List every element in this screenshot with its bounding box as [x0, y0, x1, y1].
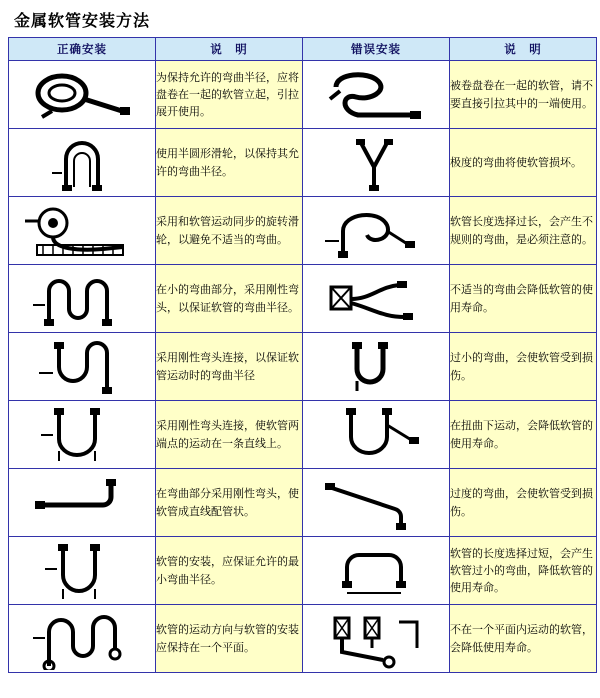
- excessive-bend-icon: [313, 473, 439, 533]
- header-row: [9, 38, 597, 61]
- semicircle-pulley-sketch: [9, 129, 156, 197]
- rotating-pulley-sketch: [9, 197, 156, 265]
- same-plane-motion-icon: [19, 608, 145, 670]
- too-small-bend-icon: [313, 337, 439, 397]
- torsion-bend-icon: [313, 405, 439, 465]
- page-title: 金属软管安装方法: [14, 11, 151, 30]
- out-of-plane-motion-sketch: [303, 605, 450, 673]
- wrong-note-text: 过小的弯曲，会使软管受到损伤。: [450, 333, 597, 401]
- wrong-note-text: 不在一个平面内运动的软管，会降低使用寿命。: [450, 605, 597, 673]
- long-loop-sketch: [303, 197, 450, 265]
- wrong-note-text: 不适当的弯曲会降低软管的使用寿命。: [450, 265, 597, 333]
- tangled-hose-icon: [316, 65, 436, 125]
- table-row: [9, 401, 597, 469]
- tangled-hose-sketch: [303, 61, 450, 129]
- u-shape-straight-ends-icon: [19, 405, 145, 465]
- coiled-hose-icon: [22, 65, 142, 125]
- header-wrong-install: 错误安装: [303, 38, 450, 61]
- wrong-note-text: 过度的弯曲，会使软管受到损伤。: [450, 469, 597, 537]
- correct-note-text: 软管的运动方向与软管的安装应保持在一个平面。: [156, 605, 303, 673]
- overlong-hose-sketch: [303, 537, 450, 605]
- installation-methods-table: [8, 37, 597, 673]
- overlong-hose-icon: [313, 541, 439, 601]
- correct-note-text: 软管的安装，应保证允许的最小弯曲半径。: [156, 537, 303, 605]
- correct-note-text: 为保持允许的弯曲半径，应将盘卷在一起的软管立起，引拉展开使用。: [156, 61, 303, 129]
- wrong-note-text: 软管长度选择过长，会产生不规则的弯曲，是必须注意的。: [450, 197, 597, 265]
- rigid-elbow-connection-sketch: [9, 333, 156, 401]
- rigid-bend-small-radius-icon: [19, 269, 145, 329]
- correct-note-text: 采用刚性弯头连接，使软管两端点的运动在一条直线上。: [156, 401, 303, 469]
- wrong-note-text: 软管的长度选择过短，会产生软管过小的弯曲，降低软管的使用寿命。: [450, 537, 597, 605]
- straight-pipe-elbow-sketch: [9, 469, 156, 537]
- header-correct-note: 说 明: [156, 38, 303, 61]
- table-row: [9, 265, 597, 333]
- table-row: [9, 197, 597, 265]
- table-header: [9, 38, 597, 61]
- table-row: [9, 333, 597, 401]
- rigid-bend-small-radius-sketch: [9, 265, 156, 333]
- minimum-bend-radius-icon: [19, 541, 145, 601]
- table-row: [9, 129, 597, 197]
- semicircle-pulley-icon: [22, 133, 142, 193]
- table-row: [9, 605, 597, 673]
- wrong-note-text: 被卷盘卷在一起的软管，请不要直接引拉其中的一端使用。: [450, 61, 597, 129]
- improper-bend-icon: [313, 269, 439, 329]
- table-row: [9, 469, 597, 537]
- correct-note-text: 采用和软管运动同步的旋转滑轮，以避免不适当的弯曲。: [156, 197, 303, 265]
- header-wrong-note: 说 明: [450, 38, 597, 61]
- correct-note-text: 使用半圆形滑轮，以保持其允许的弯曲半径。: [156, 129, 303, 197]
- rigid-elbow-connection-icon: [19, 337, 145, 397]
- table-row: [9, 61, 597, 129]
- table-body: [9, 61, 597, 673]
- minimum-bend-radius-sketch: [9, 537, 156, 605]
- improper-bend-sketch: [303, 265, 450, 333]
- torsion-bend-sketch: [303, 401, 450, 469]
- correct-note-text: 在弯曲部分采用刚性弯头，使软管成直线配管状。: [156, 469, 303, 537]
- rotating-pulley-icon: [19, 201, 145, 261]
- wrong-note-text: 在扭曲下运动，会降低软管的使用寿命。: [450, 401, 597, 469]
- u-shape-straight-ends-sketch: [9, 401, 156, 469]
- header-correct-install: 正确安装: [9, 38, 156, 61]
- coiled-hose-sketch: [9, 61, 156, 129]
- out-of-plane-motion-icon: [313, 608, 439, 670]
- correct-note-text: 在小的弯曲部分，采用刚性弯头，以保证软管的弯曲半径。: [156, 265, 303, 333]
- correct-note-text: 采用刚性弯头连接，以保证软管运动时的弯曲半径: [156, 333, 303, 401]
- too-small-bend-sketch: [303, 333, 450, 401]
- sharp-bend-icon: [316, 133, 436, 193]
- same-plane-motion-sketch: [9, 605, 156, 673]
- straight-pipe-elbow-icon: [19, 473, 145, 533]
- excessive-bend-sketch: [303, 469, 450, 537]
- long-loop-icon: [313, 201, 439, 261]
- wrong-note-text: 极度的弯曲将使软管损坏。: [450, 129, 597, 197]
- sharp-bend-sketch: [303, 129, 450, 197]
- table-row: [9, 537, 597, 605]
